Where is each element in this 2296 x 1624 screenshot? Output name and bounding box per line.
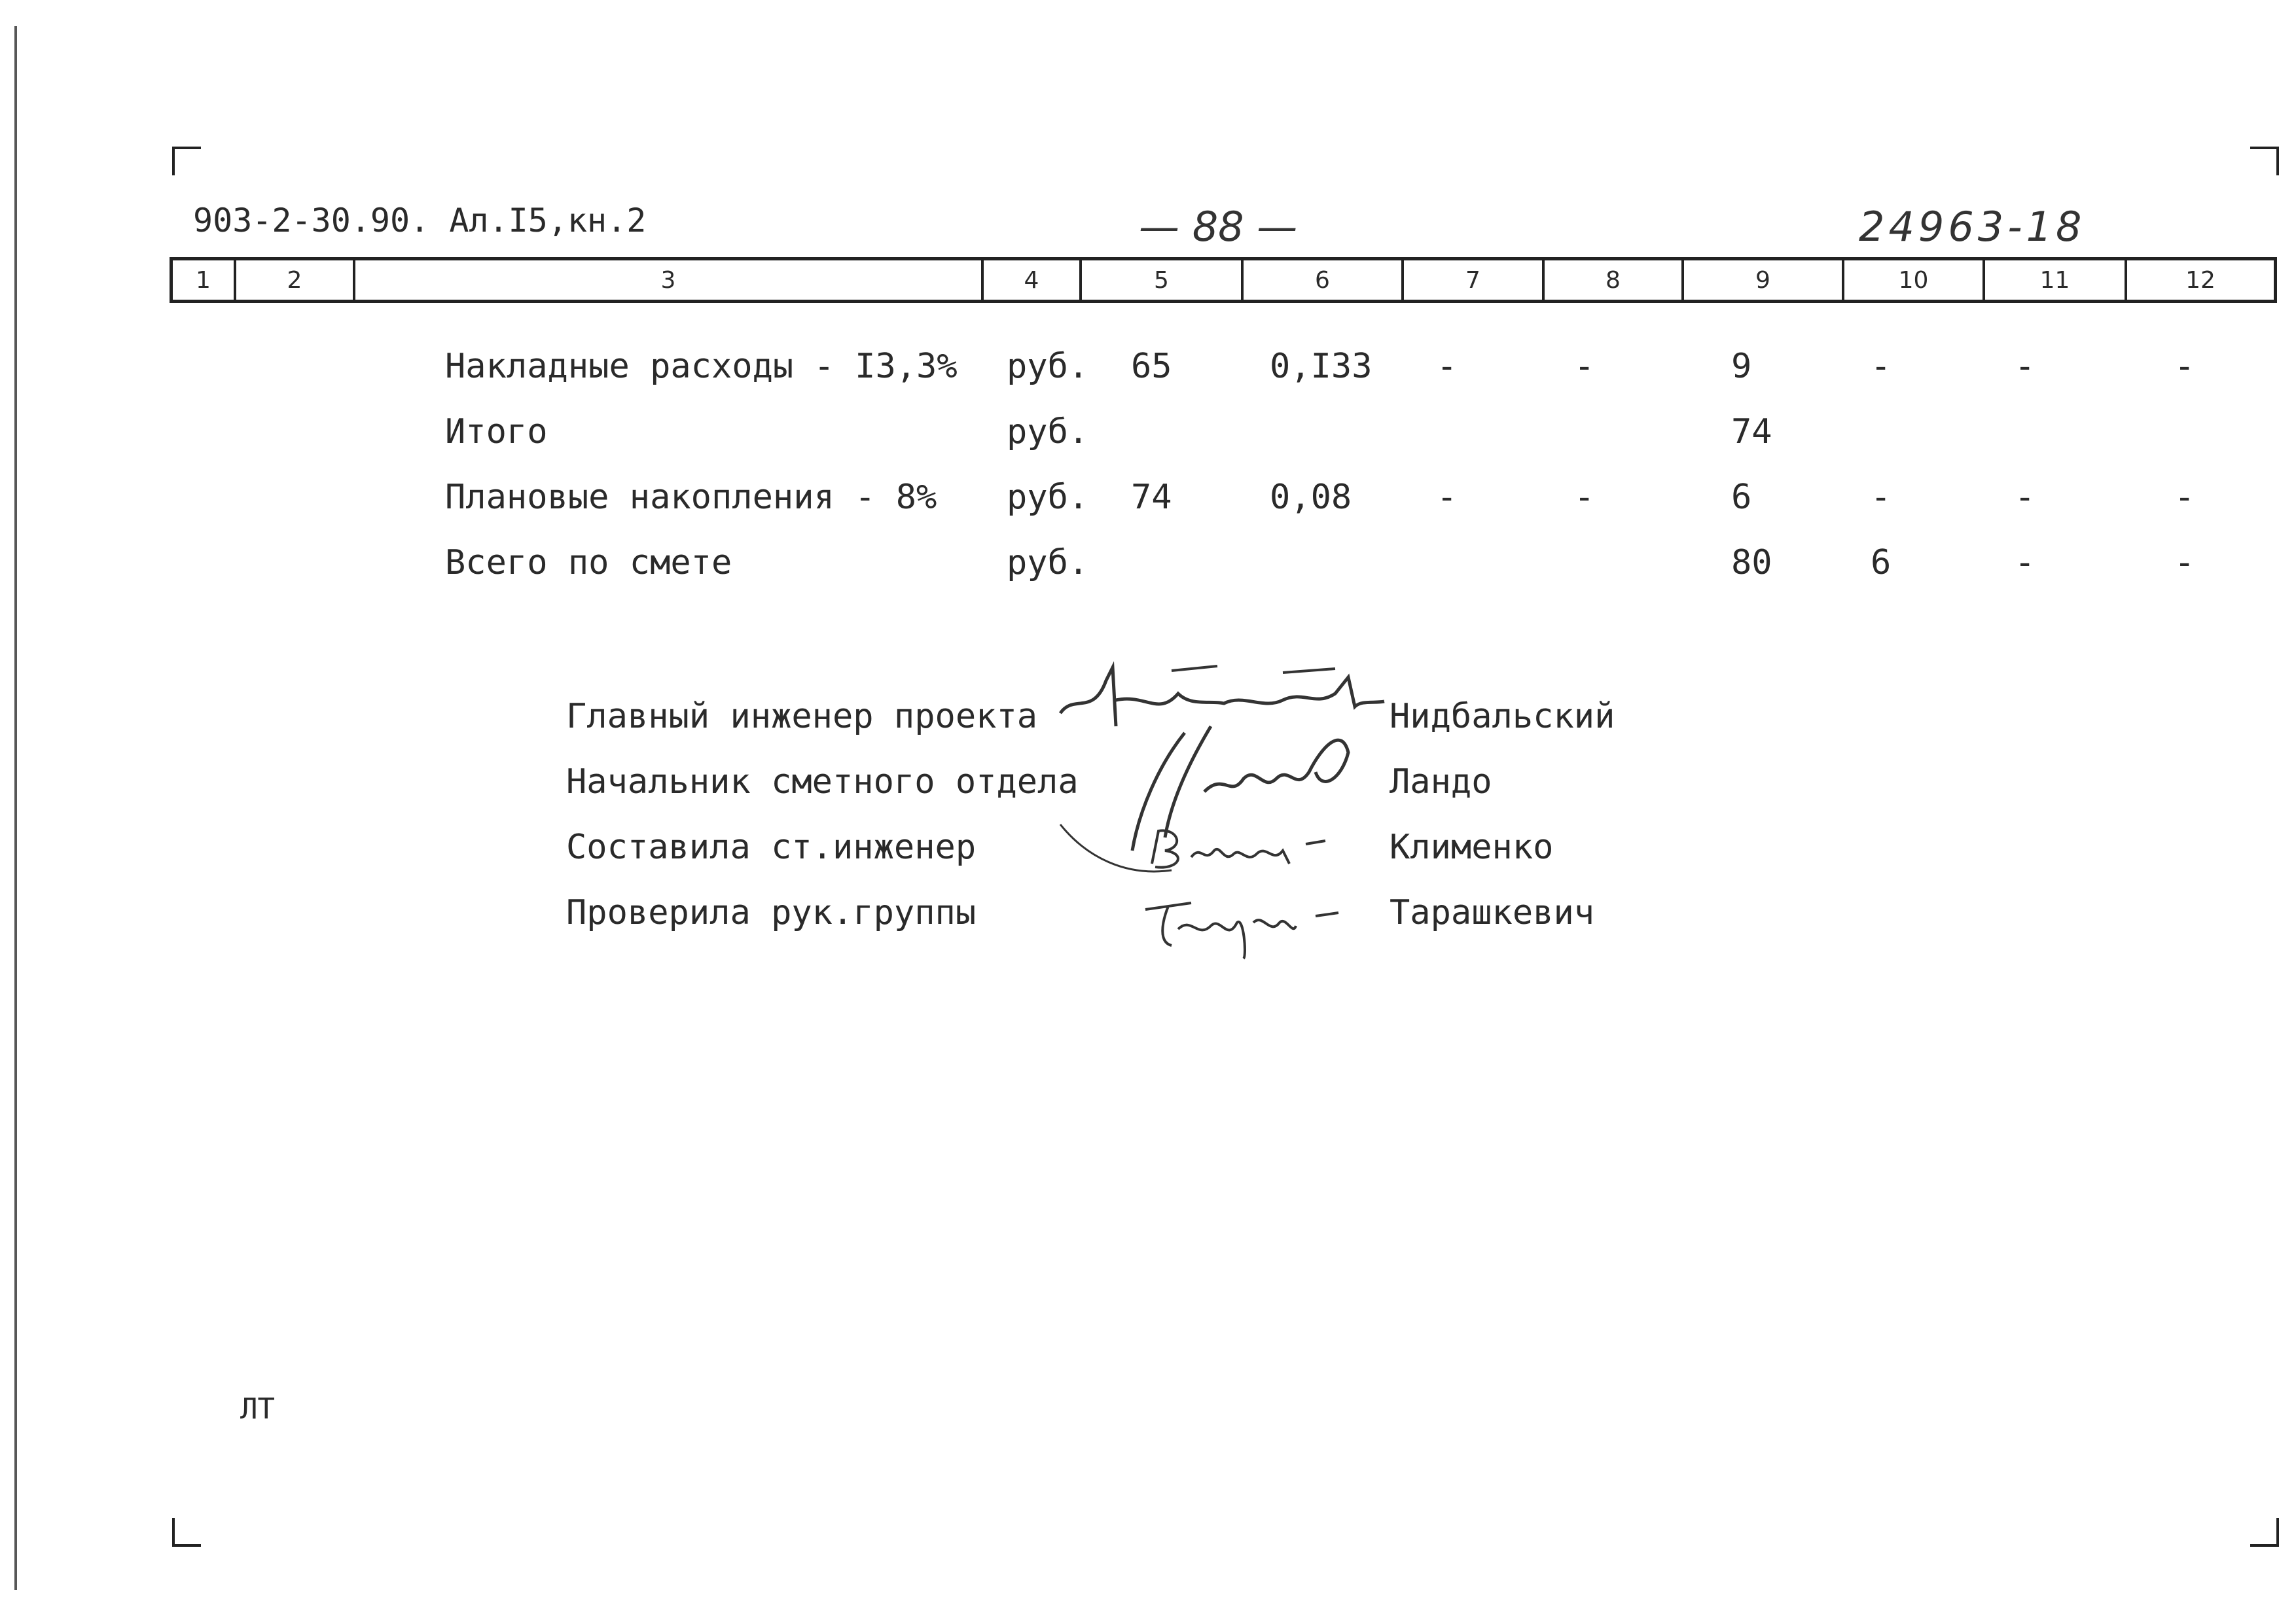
cell-c5: 74 — [1131, 478, 1172, 517]
column-number: 2 — [236, 260, 355, 300]
binding-edge — [14, 26, 17, 1590]
signature-compiler — [1139, 818, 1335, 883]
column-number: 7 — [1404, 260, 1545, 300]
column-number: 4 — [984, 260, 1082, 300]
cell-c10: 6 — [1871, 543, 1892, 582]
footer-mark: ЛТ — [240, 1392, 275, 1426]
table-row — [0, 478, 2296, 517]
row-label: Плановые накопления - 8% — [445, 478, 937, 517]
signer-name: Клименко — [1390, 828, 1554, 867]
cell-c9: 6 — [1731, 478, 1752, 517]
column-number: 9 — [1684, 260, 1844, 300]
column-number: 1 — [173, 260, 236, 300]
cell-c12: - — [2174, 543, 2195, 582]
signer-name: Тарашкевич — [1390, 893, 1595, 932]
row-unit: руб. — [1007, 347, 1089, 386]
signer-position: Составила ст.инженер — [566, 828, 977, 867]
row-unit: руб. — [1007, 412, 1089, 451]
document-code: 903-2-30.90. Ал.I5,кн.2 — [193, 202, 647, 239]
row-label: Всего по смете — [445, 543, 732, 582]
page-number: — 88 — — [1139, 203, 1298, 251]
column-number: 10 — [1844, 260, 1985, 300]
cell-c7: - — [1437, 478, 1458, 517]
cell-c9: 9 — [1731, 347, 1752, 386]
row-unit: руб. — [1007, 478, 1089, 517]
column-number: 11 — [1985, 260, 2127, 300]
column-number: 3 — [355, 260, 984, 300]
cell-c8: - — [1574, 478, 1595, 517]
cell-c11: - — [2015, 543, 2036, 582]
cell-c6: 0,I33 — [1270, 347, 1372, 386]
crop-mark-top-right — [2250, 147, 2279, 175]
signer-position: Начальник сметного отдела — [566, 762, 1079, 802]
cell-c7: - — [1437, 347, 1458, 386]
row-label: Накладные расходы - I3,3% — [445, 347, 958, 386]
column-number: 5 — [1082, 260, 1244, 300]
column-number-strip — [170, 257, 2277, 303]
signature-checker — [1132, 883, 1342, 962]
inventory-number: 24963-18 — [1859, 203, 2086, 251]
table-row — [0, 347, 2296, 386]
crop-mark-top-left — [172, 147, 201, 175]
cell-c8: - — [1574, 347, 1595, 386]
crop-mark-bottom-right — [2250, 1518, 2279, 1547]
row-label: Итого — [445, 412, 548, 451]
signer-position: Главный инженер проекта — [566, 697, 1038, 736]
cell-c5: 65 — [1131, 347, 1172, 386]
signer-name: Нидбальский — [1390, 697, 1615, 736]
cell-c9: 74 — [1731, 412, 1772, 451]
column-number: 8 — [1545, 260, 1684, 300]
cell-c9: 80 — [1731, 543, 1772, 582]
crop-mark-bottom-left — [172, 1518, 201, 1547]
table-row — [0, 412, 2296, 451]
table-row — [0, 543, 2296, 582]
cell-c10: - — [1871, 347, 1892, 386]
column-number: 6 — [1244, 260, 1404, 300]
column-number: 12 — [2185, 266, 2215, 294]
signer-position: Проверила рук.группы — [566, 893, 977, 932]
cell-c6: 0,08 — [1270, 478, 1352, 517]
cell-c12: - — [2174, 347, 2195, 386]
signer-name: Ландо — [1390, 762, 1492, 802]
cell-c10: - — [1871, 478, 1892, 517]
cell-c11: - — [2015, 478, 2036, 517]
cell-c11: - — [2015, 347, 2036, 386]
row-unit: руб. — [1007, 543, 1089, 582]
cell-c12: - — [2174, 478, 2195, 517]
